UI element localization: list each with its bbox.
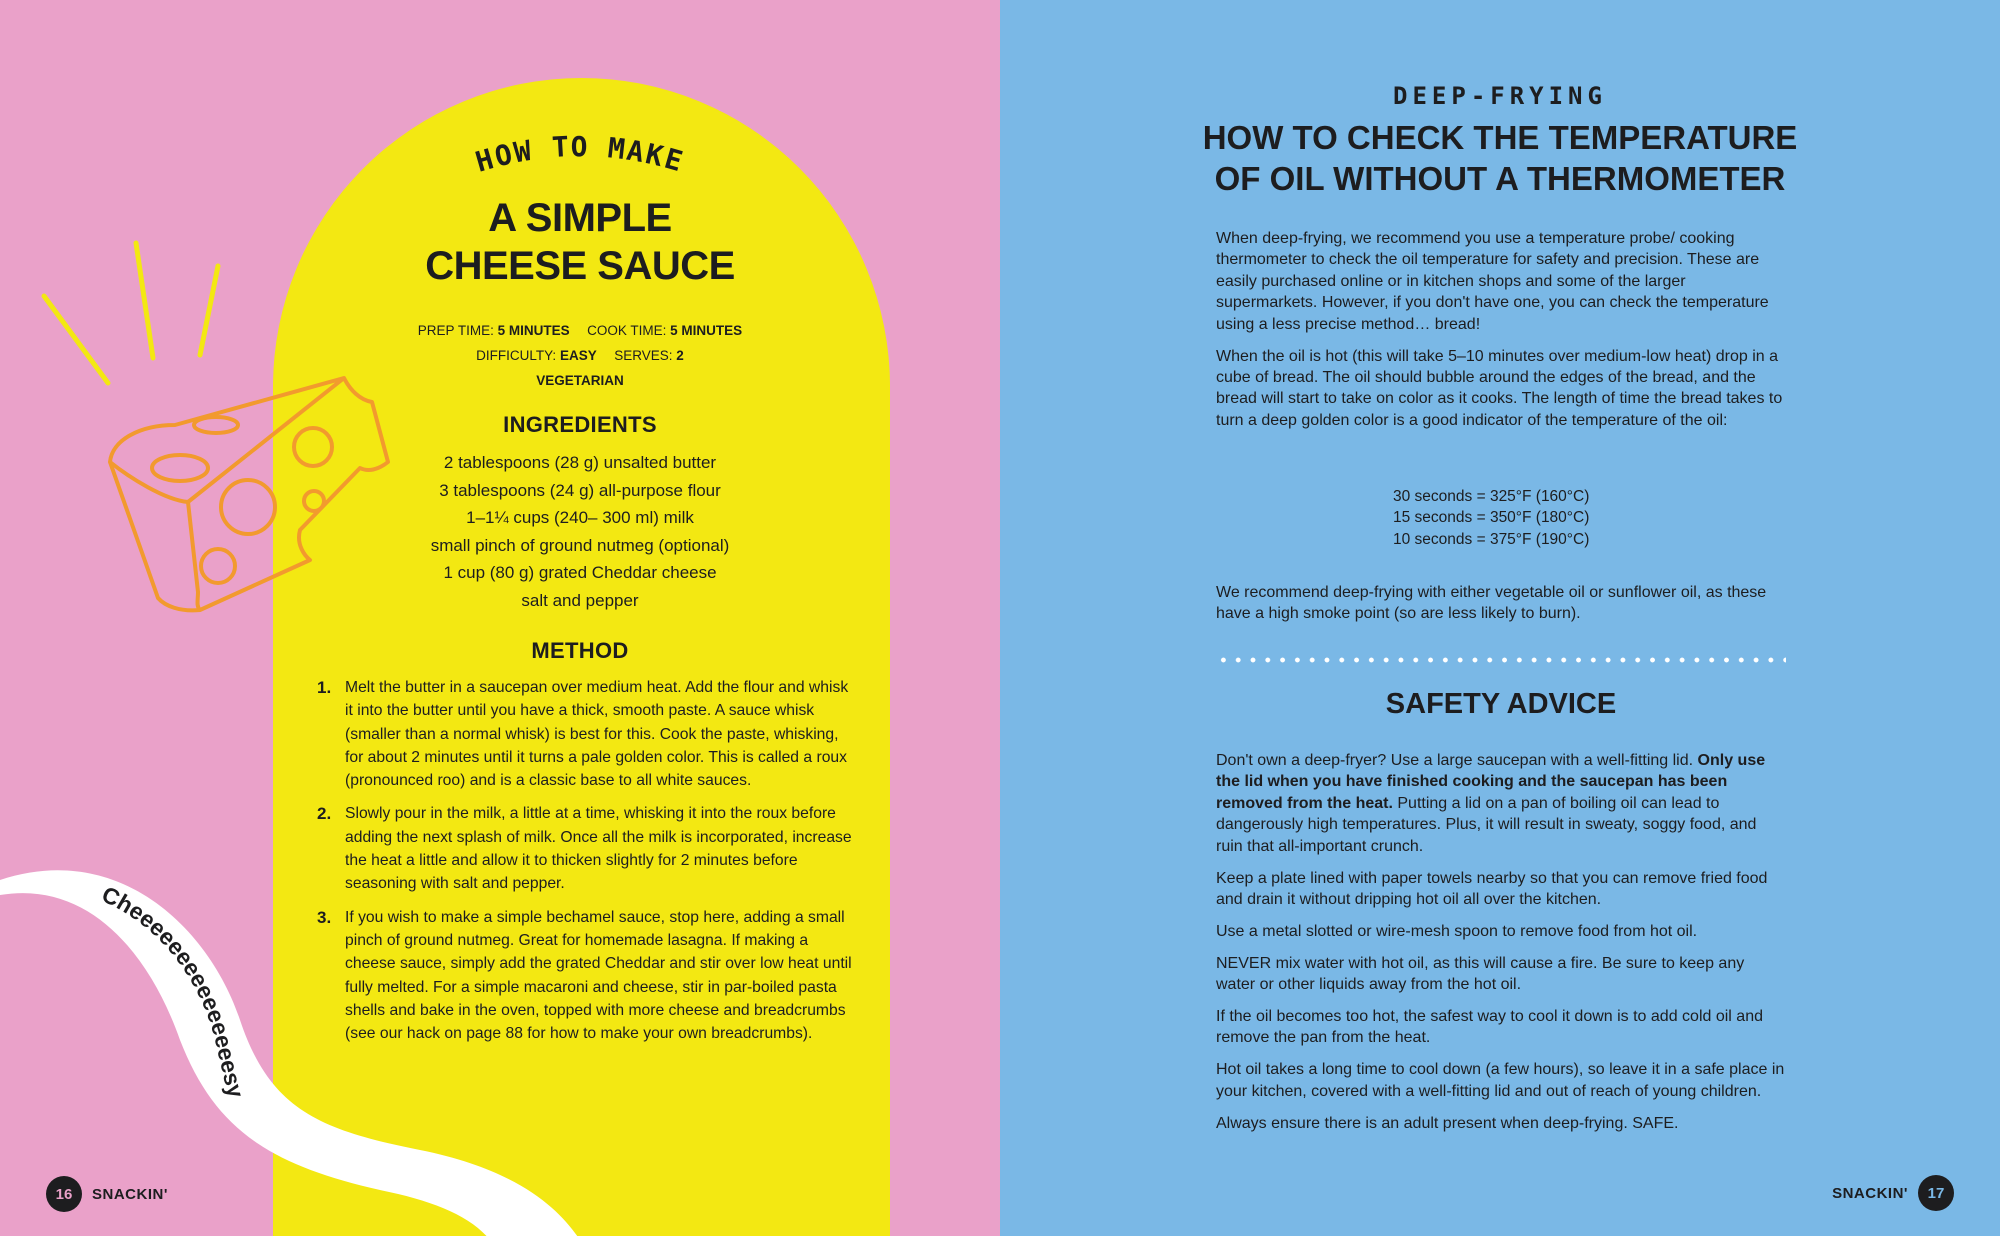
safety-paragraph: Always ensure there is an adult present when deep-frying. SAFE. <box>1216 1114 1679 1132</box>
kicker-text <box>472 130 688 179</box>
method-step <box>315 906 855 1046</box>
temperature-item: 30 seconds = 325°F (160°C) <box>1393 488 1590 505</box>
safety-paragraph: If the oil becomes too hot, the safest way to cool it down is to add cold oil and remove the pan from the heat. <box>1216 1008 1763 1047</box>
intro-text <box>1216 228 1786 442</box>
serves-label: SERVES: <box>614 348 673 363</box>
difficulty-label: DIFFICULTY: <box>476 348 557 363</box>
section-kicker: DEEP-FRYING <box>1393 82 1607 110</box>
recipe-title-line2: CHEESE SAUCE <box>425 244 735 288</box>
ingredients-list <box>330 449 830 615</box>
method-list <box>315 676 855 1055</box>
ingredient-item: 3 tablespoons (24 g) all-purpose flour <box>439 480 721 500</box>
method-step <box>315 802 855 895</box>
diet-label: VEGETARIAN <box>536 373 624 388</box>
serves-value: 2 <box>676 348 684 363</box>
step-text: Melt the butter in a saucepan over medium heat. Add the flour and whisk it into the butter until you have a thick, smooth paste. A sauce whisk (smaller than a normal whisk) is best for this. Cook the paste, whisking, for about 2 minutes until it turns a pale golden color. This is called a roux (pronounced roo) and is a classic base to all white sauces. <box>345 679 849 790</box>
prep-value: 5 MINUTES <box>497 323 570 338</box>
section-title <box>1150 117 1850 199</box>
safety-paragraph <box>1216 750 1786 857</box>
step-number: 3. <box>317 907 332 927</box>
temperature-item: 10 seconds = 375°F (190°C) <box>1393 530 1590 548</box>
safety-paragraph: Hot oil takes a long time to cool down (a few hours), so leave it in a safe place in your kitchen, covered with a well-fitting lid and out of reach of young children. <box>1216 1061 1785 1100</box>
ingredient-item: salt and pepper <box>521 590 639 610</box>
kicker-letter: M <box>606 131 629 167</box>
ingredient-item: 1–1¼ cups (240– 300 ml) milk <box>466 508 694 528</box>
dotted-divider <box>1216 655 1786 665</box>
safety-tail: Putting a lid on a pan of boiling oil can lead to dangerously high temperatures. Plus, it will result in sweaty, soggy food, and ruin that all-important crunch. <box>1216 794 1757 855</box>
right-page <box>1000 0 2000 1236</box>
section-title-line2: OF OIL WITHOUT A THERMOMETER <box>1214 160 1786 197</box>
page-number-left: 16 <box>46 1176 82 1212</box>
ray-line <box>200 266 218 355</box>
safety-lead: Don't own a deep-fryer? Use a large saucepan with a well-fitting lid. <box>1216 752 1698 769</box>
safety-heading: SAFETY ADVICE <box>1385 688 1617 720</box>
temperature-list <box>1393 486 1693 550</box>
page-number-right: 17 <box>1918 1175 1954 1211</box>
cook-label: COOK TIME: <box>587 323 667 338</box>
ingredient-item: 1 cup (80 g) grated Cheddar cheese <box>443 563 717 583</box>
intro-paragraph: When deep-frying, we recommend you use a temperature probe/ cooking thermometer to check the oil temperature for safety and precision. These are easily purchased online or in kitchen shops and some of the larger supermarkets. However, if you don't have one, you can check the temperature using a less precise method… bread! <box>1216 230 1769 333</box>
kicker-letter: W <box>511 133 536 170</box>
kicker-letter: K <box>642 137 669 174</box>
safety-paragraph: Keep a plate lined with paper towels nearby so that you can remove fried food and drain it without dripping hot oil all over the kitchen. <box>1216 869 1768 908</box>
safety-bold: Only use the lid when you have finished cooking and the saucepan has been removed from the heat. <box>1216 752 1766 812</box>
kicker-letter: H <box>472 141 500 179</box>
recipe-title <box>330 194 830 290</box>
kicker-letter: A <box>624 133 649 170</box>
step-text: Slowly pour in the milk, a little at a time, whisking it into the roux before adding the next splash of milk. Once all the milk is incorporated, increase the heat a little and allow it to thicken slightly for 2 minutes before seasoning with salt and pepper. <box>345 805 852 893</box>
kicker-letter: E <box>660 141 688 179</box>
cook-value: 5 MINUTES <box>670 323 743 338</box>
oil-recommendation <box>1216 582 1786 635</box>
ingredients-heading: INGREDIENTS <box>503 412 657 437</box>
method-step <box>315 676 855 792</box>
left-footer <box>46 1175 178 1213</box>
prep-label: PREP TIME: <box>417 323 494 338</box>
intro-paragraph: When the oil is hot (this will take 5–10 minutes over medium-low heat) drop in a cube of bread. The oil should bubble around the edges of the bread, and the bread will start to take on color as it cooks. The length of time the bread takes to turn a deep golden color is a good indicator of the temperature of the oil: <box>1216 347 1783 429</box>
recipe-title-line1: A SIMPLE <box>488 196 672 240</box>
safety-paragraph: Use a metal slotted or wire-mesh spoon to remove food from hot oil. <box>1216 922 1698 940</box>
step-text: If you wish to make a simple bechamel sauce, stop here, adding a small pinch of ground nutmeg. Great for homemade lasagna. If making a cheese sauce, simply add the grated Cheddar and stir over low heat until fully melted. For a simple macaroni and cheese, stir in par-boiled pasta shells and bake in the oven, topped with more cheese and breadcrumbs (see our hack on page 88 for how to make your own breadcrumbs). <box>345 908 852 1043</box>
oil-paragraph: We recommend deep-frying with either vegetable oil or sunflower oil, as these have a high smoke point (so are less likely to burn). <box>1216 584 1767 623</box>
ingredient-item: 2 tablespoons (28 g) unsalted butter <box>443 453 717 472</box>
ingredient-item: small pinch of ground nutmeg (optional) <box>430 535 730 555</box>
kicker-letter: T <box>550 130 572 165</box>
kicker-letter: O <box>491 137 518 174</box>
kicker-letter: O <box>570 130 590 163</box>
ray-line <box>44 296 108 383</box>
safety-text <box>1216 750 1786 1145</box>
ribbon-text: Cheeeeeeeeeeeeeeesy <box>98 880 250 1101</box>
step-number: 1. <box>317 678 332 697</box>
recipe-kicker <box>380 130 780 179</box>
recipe-meta <box>330 318 830 393</box>
section-title-line1: HOW TO CHECK THE TEMPERATURE <box>1202 119 1798 156</box>
difficulty-value: EASY <box>559 348 597 363</box>
right-footer <box>1822 1174 1954 1212</box>
kicker-letter <box>531 131 553 166</box>
running-head-right: SNACKIN' <box>1832 1184 1908 1202</box>
ray-line <box>136 243 153 358</box>
temperature-item: 15 seconds = 350°F (180°C) <box>1393 509 1590 527</box>
method-heading: METHOD <box>531 638 629 663</box>
running-head-left: SNACKIN' <box>92 1185 168 1203</box>
safety-paragraph: NEVER mix water with hot oil, as this will cause a fire. Be sure to keep any water or other liquids away from the hot oil. <box>1216 954 1745 994</box>
step-number: 2. <box>317 804 332 824</box>
